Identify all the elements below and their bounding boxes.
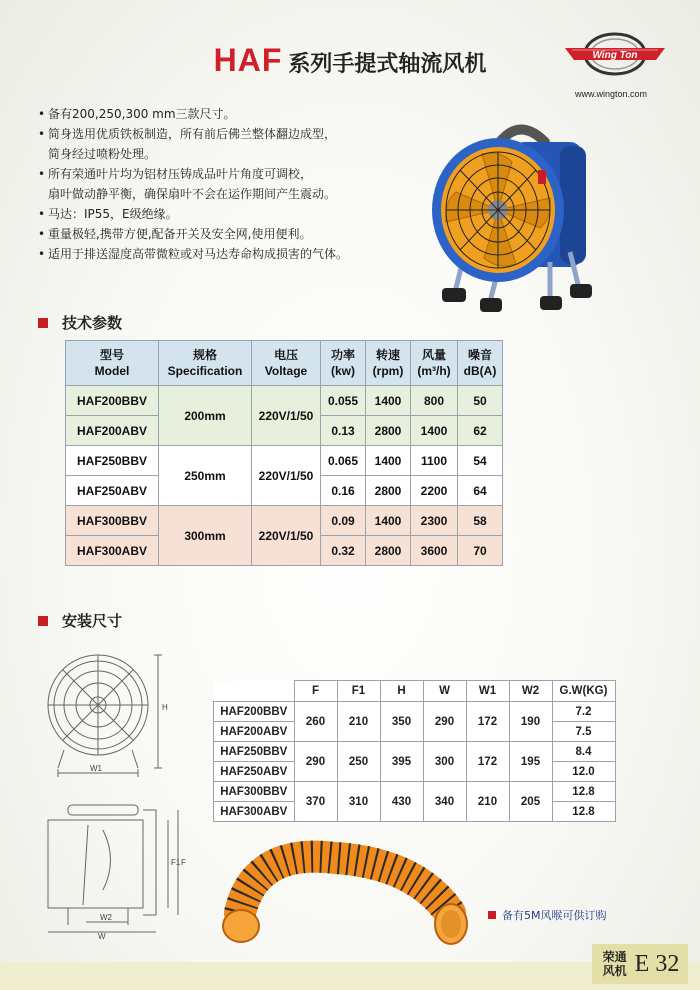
col-model: 型号 Model (66, 341, 159, 386)
table-row: HAF250BBV 250mm 220V/1/50 0.065 1400 1100 54 (66, 446, 503, 476)
note-marker (488, 911, 496, 919)
wington-logo (560, 30, 670, 88)
title-text: 系列手提式轴流风机 (288, 52, 487, 77)
col-noise: 噪音 dB(A) (458, 341, 503, 386)
feature-item: • 所有荣通叶片均为铝材压铸成品叶片角度可调校， 扇叶做动静平衡，确保扇叶不会在运作期间产生震动。 (38, 164, 418, 204)
label-h: H (162, 703, 168, 712)
table-row: HAF200BBV 260 210 350 290 172 190 7.2 (214, 702, 616, 722)
col-speed: 转速 (rpm) (366, 341, 411, 386)
table-row: HAF200ABV 7.5 (214, 722, 616, 742)
footer-category: 荣通风机 (602, 950, 627, 978)
col-airflow: 风量 (m³/h) (411, 341, 458, 386)
table-row: HAF250ABV 0.16 2800 2200 64 (66, 476, 503, 506)
hose-image (215, 838, 475, 948)
logo-text: Wing Ton (592, 50, 638, 61)
dimension-table (213, 680, 616, 822)
spec-header-row (66, 341, 503, 386)
dim-header-row: F F1 H W W1 W2 G.W(KG) (214, 681, 616, 702)
table-row: HAF250ABV 12.0 (214, 762, 616, 782)
section-marker (38, 616, 48, 626)
install-section-heading: 安装尺寸 (38, 610, 122, 631)
label-w2: W2 (100, 913, 112, 922)
spec-table (65, 340, 503, 566)
fan-product-image (420, 112, 625, 317)
table-row: HAF200ABV 0.13 2800 1400 62 (66, 416, 503, 446)
col-voltage: 电压 Voltage (252, 341, 321, 386)
label-f: F (181, 858, 186, 867)
section-marker (38, 318, 48, 328)
feature-item: • 适用于排送湿度高带微粒或对马达寿命构成损害的气体。 (38, 244, 418, 264)
feature-item: • 马达：IP55，E级绝缘。 (38, 204, 418, 224)
table-row: HAF300ABV 12.8 (214, 802, 616, 822)
feature-item: • 重量极轻,携带方便,配备开关及安全网,使用便利。 (38, 224, 418, 244)
feature-item: • 备有200,250,300 mm三款尺寸。 (38, 104, 418, 124)
table-row: HAF300BBV 300mm 220V/1/50 0.09 1400 2300 58 (66, 506, 503, 536)
col-spec: 规格 Specification (159, 341, 252, 386)
page-tab (592, 944, 688, 984)
table-row: HAF200BBV 200mm 220V/1/50 0.055 1400 800 50 (66, 386, 503, 416)
label-w: W (98, 932, 106, 940)
hose-note: 备有5M风喉可供订购 (488, 907, 607, 923)
website-url: www.wington.com (575, 89, 648, 99)
title-brand: HAF (213, 42, 283, 78)
feature-item: • 简身选用优质铁板制造，所有前后佛兰整体翻边成型， 简身经过喷粉处理。 (38, 124, 418, 164)
label-f1: F1 (171, 858, 181, 867)
feature-list (38, 104, 418, 264)
page-number: E 32 (634, 950, 680, 977)
dimension-drawings (28, 640, 208, 940)
dim-corner (214, 681, 295, 702)
table-row: HAF300ABV 0.32 2800 3600 70 (66, 536, 503, 566)
label-w1: W1 (90, 764, 102, 773)
col-power: 功率 (kw) (321, 341, 366, 386)
tech-section-heading: 技术参数 (38, 312, 122, 333)
table-row: HAF300BBV 370 310 430 340 210 205 12.8 (214, 782, 616, 802)
table-row: HAF250BBV 290 250 395 300 172 195 8.4 (214, 742, 616, 762)
